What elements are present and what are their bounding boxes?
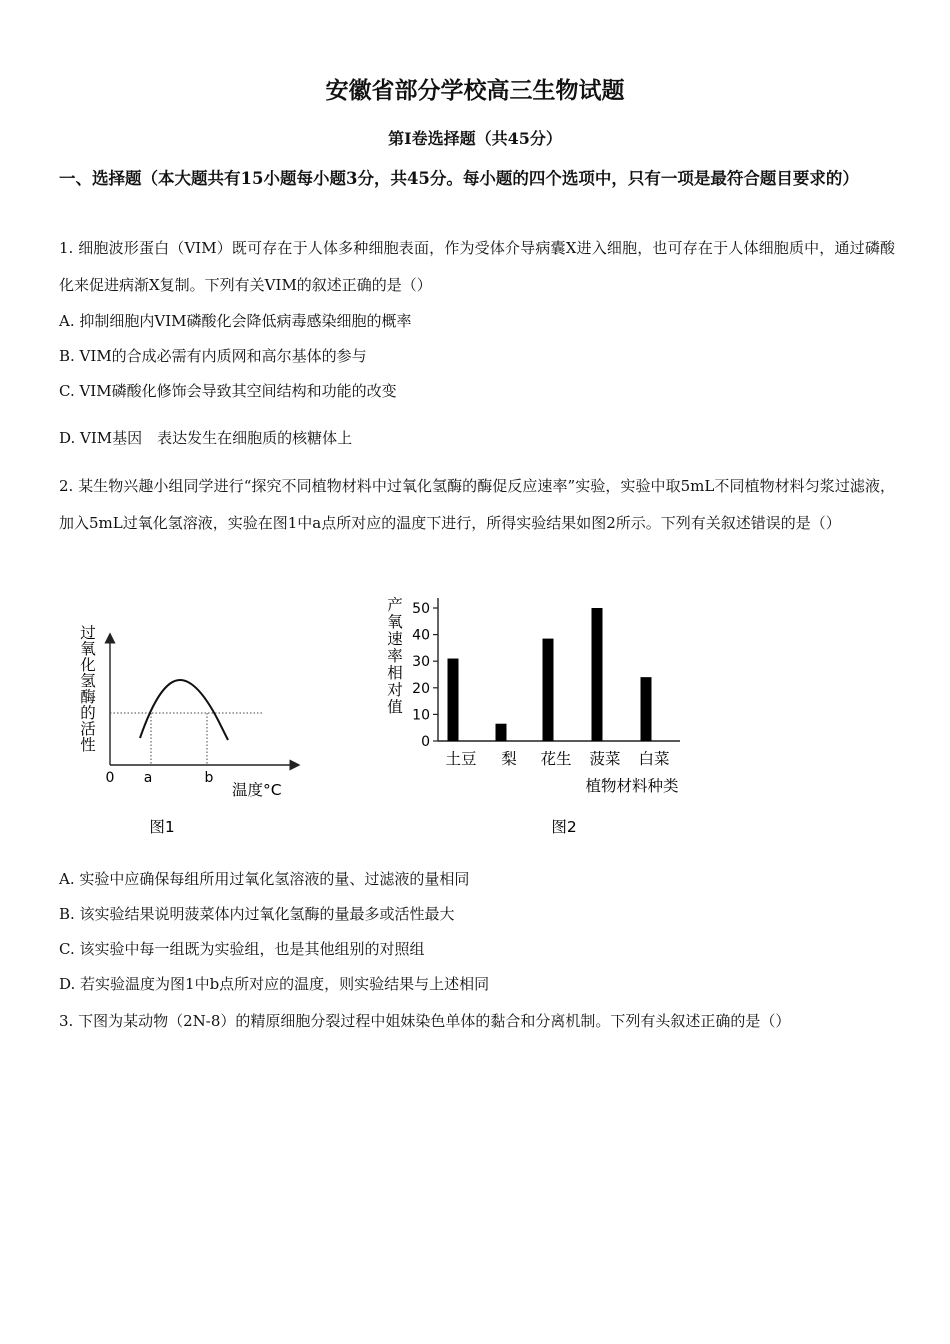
figure-2-caption: 图2: [551, 818, 577, 836]
y-tick-label: 30: [412, 654, 430, 671]
figure-1-caption: 图1: [149, 818, 175, 836]
figure-1-tick-a: a: [143, 770, 153, 786]
y-tick-label: 20: [412, 680, 430, 697]
section-heading: 一、选择题（本大题共有15小题每小题3分，共45分。每小题的四个选项中，只有一项是最符合题目要求的）: [59, 169, 859, 188]
category-label: 菠菜: [589, 750, 621, 768]
question-2-option-b: B. 该实验结果说明菠菜体内过氧化氢酶的量最多或活性最大: [59, 905, 455, 923]
figure-2-oxygen-rate-chart: [380, 590, 710, 840]
question-1-option-a: A. 抑制细胞内VIM磷酸化会降低病毒感染细胞的概率: [59, 312, 412, 330]
category-label: 花生: [540, 750, 572, 768]
question-1-stem: 1. 细胞波形蛋白（VIM）既可存在于人体多种细胞表面，作为受体介导病囊X进入细胞，也可存在于人体细胞质中，通过磷酸化来促进病渐X复制。下列有关VIM的叙述正确的是（）: [59, 239, 895, 294]
page-title: 安徽省部分学校高三生物试题: [325, 77, 625, 104]
figure-2-y-label: [387, 596, 403, 716]
y-tick-label: 0: [421, 734, 430, 750]
figure-2-x-label: 植物材料种类: [585, 777, 679, 795]
figure-1-tick-b: b: [204, 770, 214, 786]
category-label: 梨: [501, 750, 517, 768]
section-subtitle: 第I卷选择题（共45分）: [388, 129, 562, 148]
activity-curve: [140, 680, 228, 740]
question-1-option-b: B. VIM的合成必需有内质网和高尔基体的参与: [59, 347, 367, 365]
bar-3: [543, 639, 554, 741]
y-tick-label: 50: [412, 601, 430, 617]
bar-4: [592, 608, 603, 741]
question-2-stem: 2. 某生物兴趣小组同学进行“探究不同植物材料中过氧化氢酶的酶促反应速率”实验，实验中取5mL不同植物材料匀浆过滤液，加入5mL过氧化氢溶液，实验在图1中a点所对应的温度下进行，所得实验结果如图2所示。下列有关叙述错误的是（）: [59, 477, 895, 532]
question-1-option-d: D. VIM基因 表达发生在细胞质的核糖体上: [59, 429, 353, 447]
question-1-option-c: C. VIM磷酸化修饰会导致其空间结构和功能的改变: [59, 382, 397, 400]
svg-text:产氧速率相对值: 产氧速率相对值: [387, 596, 403, 716]
y-tick-label: 40: [412, 627, 430, 644]
figure-1-x-label: 温度°C: [232, 781, 282, 799]
y-tick-label: 10: [412, 707, 430, 724]
question-2-option-c: C. 该实验中每一组既为实验组，也是其他组别的对照组: [59, 940, 425, 958]
question-2-option-d: D. 若实验温度为图1中b点所对应的温度，则实验结果与上述相同: [59, 975, 490, 993]
bar-1: [448, 659, 459, 741]
figure-1-y-label: 过氧化氢酶的活性: [80, 624, 96, 754]
category-label: 土豆: [445, 750, 477, 768]
bar-2: [496, 724, 507, 741]
question-2-option-a: A. 实验中应确保每组所用过氧化氢溶液的量、过滤液的量相同: [59, 870, 470, 888]
bar-5: [641, 677, 652, 741]
question-3-stem: 3. 下图为某动物（2N-8）的精原细胞分裂过程中姐妹染色单体的黏合和分离机制。下列有头叙述正确的是（）: [59, 1012, 791, 1030]
figure-1-enzyme-activity-graph: [60, 600, 320, 840]
category-label: 白菜: [638, 750, 670, 768]
figure-1-origin: 0: [105, 770, 115, 786]
